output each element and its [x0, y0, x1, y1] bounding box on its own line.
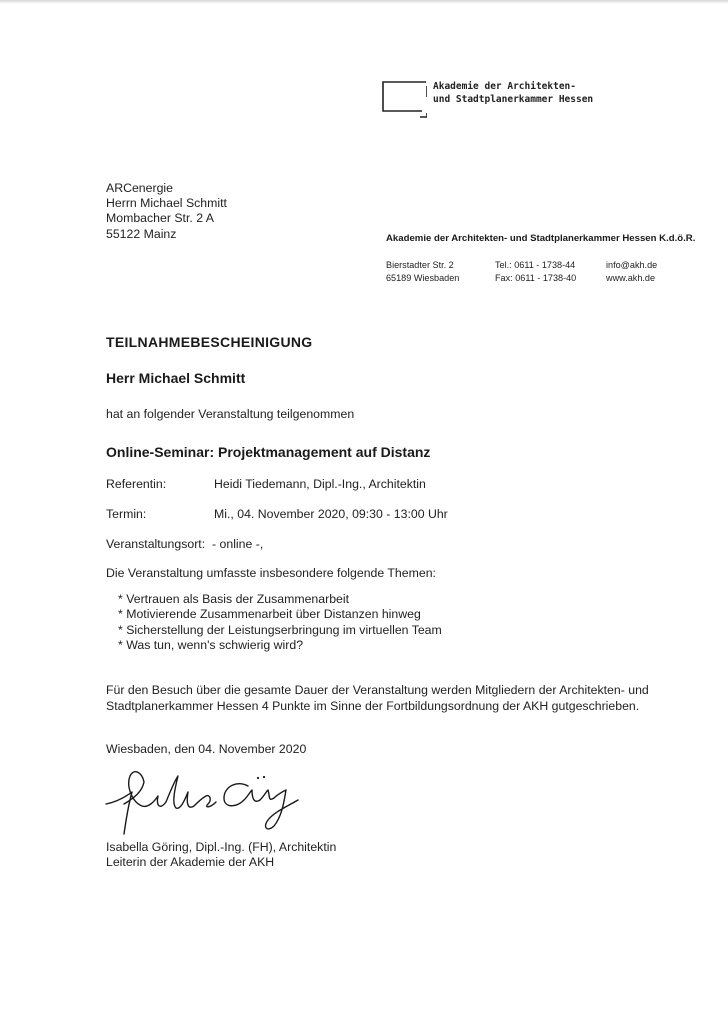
recipient-street: Mombacher Str. 2 A — [106, 211, 214, 226]
sender-name: Akademie der Architekten- und Stadtplanerkammer Hessen K.d.ö.R. — [386, 233, 696, 244]
sender-city: 65189 Wiesbaden — [386, 272, 460, 283]
sender-tel: Tel.: 0611 - 1738-44 — [495, 260, 576, 270]
sender-web: www.akh.de — [606, 272, 656, 283]
signer-name: Isabella Göring, Dipl.-Ing. (FH), Architektin — [106, 840, 337, 854]
topics-intro: Die Veranstaltung umfasste insbesondere folgende Themen: — [106, 566, 436, 580]
scan-edge — [0, 0, 728, 4]
date-value: Mi., 04. November 2020, 09:30 - 13:00 Uhr — [214, 507, 448, 521]
topics-list — [118, 592, 442, 653]
sender-online — [606, 259, 657, 284]
signer-block — [106, 840, 336, 871]
location-label: Veranstaltungsort: — [106, 537, 206, 551]
place-date: Wiesbaden, den 04. November 2020 — [106, 742, 307, 756]
signer-role: Leiterin der Akademie der AKH — [106, 855, 275, 870]
speaker-value: Heidi Tiedemann, Dipl.-Ing., Architektin — [214, 477, 426, 491]
sender-phone — [495, 259, 576, 284]
date-label: Termin: — [106, 507, 147, 521]
speaker-label: Referentin: — [106, 477, 167, 491]
akh-logo-icon — [382, 80, 427, 118]
participant-name: Herr Michael Schmitt — [106, 370, 246, 386]
list-item: * Vertrauen als Basis der Zusammenarbeit — [118, 592, 442, 607]
sender-street: Bierstadter Str. 2 — [386, 260, 454, 270]
sender-address — [386, 259, 459, 284]
sender-fax: Fax: 0611 - 1738-40 — [495, 272, 577, 283]
list-item: * Sicherstellung der Leistungserbringung im virtuellen Team — [118, 623, 442, 638]
intro-text: hat an folgender Veranstaltung teilgenommen — [106, 407, 355, 421]
location-value: - online -, — [212, 537, 264, 551]
recipient-company: ARCenergie — [106, 181, 173, 195]
logo-text — [433, 80, 593, 106]
event-title: Online-Seminar: Projektmanagement auf Distanz — [106, 444, 431, 460]
recipient-address — [106, 181, 227, 242]
sender-email: info@akh.de — [606, 260, 658, 270]
logo-line-1: Akademie der Architekten- — [433, 81, 576, 92]
page-title: TEILNAHMEBESCHEINIGUNG — [106, 334, 313, 350]
recipient-city: 55122 Mainz — [106, 226, 177, 241]
logo-line-2: und Stadtplanerkammer Hessen — [433, 94, 594, 105]
recipient-person: Herrn Michael Schmitt — [106, 196, 227, 211]
credit-note: Für den Besuch über die gesamte Dauer der Veranstaltung werden Mitgliedern der Architekten- und Stadtplanerkammer Hessen 4 Punkte im Sinne der Fortbildungsordnung der AKH gutgeschrieben. — [106, 683, 649, 713]
list-item: * Was tun, wenn's schwierig wird? — [118, 638, 442, 653]
list-item: * Motivierende Zusammenarbeit über Distanzen hinweg — [118, 607, 442, 622]
signature — [98, 762, 308, 842]
